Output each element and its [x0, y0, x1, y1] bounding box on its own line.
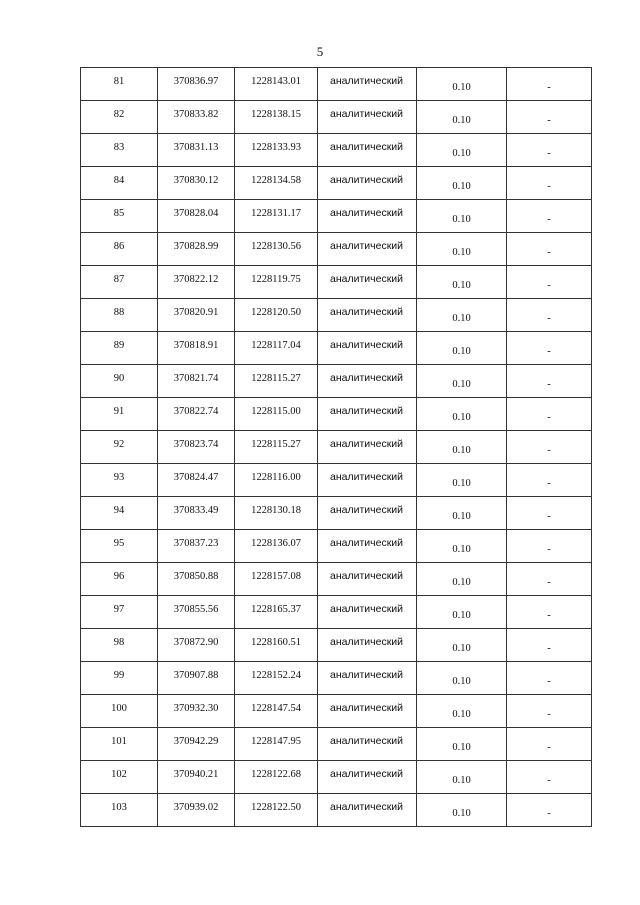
x-coordinate-cell: 370850.88	[158, 563, 235, 596]
table-row	[81, 101, 592, 134]
method-cell: аналитический	[318, 662, 417, 695]
method-cell: аналитический	[318, 233, 417, 266]
method-cell: аналитический	[318, 200, 417, 233]
x-coordinate-cell: 370821.74	[158, 365, 235, 398]
table-row	[81, 596, 592, 629]
x-coordinate-cell: 370939.02	[158, 794, 235, 827]
point-number-cell: 94	[81, 497, 158, 530]
note-cell: -	[507, 68, 592, 101]
table-row	[81, 233, 592, 266]
note-cell: -	[507, 431, 592, 464]
note-cell: -	[507, 398, 592, 431]
method-cell: аналитический	[318, 728, 417, 761]
method-cell: аналитический	[318, 167, 417, 200]
y-coordinate-cell: 1228119.75	[235, 266, 318, 299]
note-cell: -	[507, 134, 592, 167]
x-coordinate-cell: 370836.97	[158, 68, 235, 101]
note-cell: -	[507, 266, 592, 299]
y-coordinate-cell: 1228165.37	[235, 596, 318, 629]
y-coordinate-cell: 1228136.07	[235, 530, 318, 563]
point-number-cell: 100	[81, 695, 158, 728]
accuracy-cell: 0.10	[417, 299, 507, 332]
table-row	[81, 431, 592, 464]
point-number-cell: 92	[81, 431, 158, 464]
y-coordinate-cell: 1228147.54	[235, 695, 318, 728]
y-coordinate-cell: 1228122.50	[235, 794, 318, 827]
method-cell: аналитический	[318, 596, 417, 629]
point-number-cell: 84	[81, 167, 158, 200]
note-cell: -	[507, 200, 592, 233]
table-row	[81, 662, 592, 695]
note-cell: -	[507, 101, 592, 134]
point-number-cell: 102	[81, 761, 158, 794]
x-coordinate-cell: 370828.04	[158, 200, 235, 233]
note-cell: -	[507, 662, 592, 695]
accuracy-cell: 0.10	[417, 761, 507, 794]
table-row	[81, 365, 592, 398]
point-number-cell: 81	[81, 68, 158, 101]
point-number-cell: 91	[81, 398, 158, 431]
x-coordinate-cell: 370855.56	[158, 596, 235, 629]
note-cell: -	[507, 365, 592, 398]
y-coordinate-cell: 1228147.95	[235, 728, 318, 761]
accuracy-cell: 0.10	[417, 332, 507, 365]
x-coordinate-cell: 370837.23	[158, 530, 235, 563]
point-number-cell: 86	[81, 233, 158, 266]
coordinates-table-body	[81, 68, 592, 827]
point-number-cell: 89	[81, 332, 158, 365]
y-coordinate-cell: 1228122.68	[235, 761, 318, 794]
point-number-cell: 90	[81, 365, 158, 398]
note-cell: -	[507, 629, 592, 662]
y-coordinate-cell: 1228120.50	[235, 299, 318, 332]
accuracy-cell: 0.10	[417, 398, 507, 431]
note-cell: -	[507, 563, 592, 596]
method-cell: аналитический	[318, 464, 417, 497]
note-cell: -	[507, 761, 592, 794]
y-coordinate-cell: 1228115.27	[235, 431, 318, 464]
x-coordinate-cell: 370822.74	[158, 398, 235, 431]
y-coordinate-cell: 1228160.51	[235, 629, 318, 662]
note-cell: -	[507, 794, 592, 827]
x-coordinate-cell: 370830.12	[158, 167, 235, 200]
method-cell: аналитический	[318, 332, 417, 365]
note-cell: -	[507, 497, 592, 530]
x-coordinate-cell: 370932.30	[158, 695, 235, 728]
x-coordinate-cell: 370833.82	[158, 101, 235, 134]
method-cell: аналитический	[318, 134, 417, 167]
y-coordinate-cell: 1228131.17	[235, 200, 318, 233]
accuracy-cell: 0.10	[417, 134, 507, 167]
point-number-cell: 96	[81, 563, 158, 596]
note-cell: -	[507, 596, 592, 629]
method-cell: аналитический	[318, 101, 417, 134]
point-number-cell: 82	[81, 101, 158, 134]
point-number-cell: 85	[81, 200, 158, 233]
accuracy-cell: 0.10	[417, 266, 507, 299]
method-cell: аналитический	[318, 563, 417, 596]
note-cell: -	[507, 299, 592, 332]
table-row	[81, 464, 592, 497]
x-coordinate-cell: 370942.29	[158, 728, 235, 761]
note-cell: -	[507, 167, 592, 200]
accuracy-cell: 0.10	[417, 101, 507, 134]
table-row	[81, 200, 592, 233]
table-row	[81, 167, 592, 200]
y-coordinate-cell: 1228115.27	[235, 365, 318, 398]
point-number-cell: 95	[81, 530, 158, 563]
point-number-cell: 87	[81, 266, 158, 299]
accuracy-cell: 0.10	[417, 68, 507, 101]
point-number-cell: 98	[81, 629, 158, 662]
accuracy-cell: 0.10	[417, 695, 507, 728]
method-cell: аналитический	[318, 365, 417, 398]
y-coordinate-cell: 1228138.15	[235, 101, 318, 134]
method-cell: аналитический	[318, 266, 417, 299]
table-row	[81, 497, 592, 530]
method-cell: аналитический	[318, 530, 417, 563]
table-row	[81, 761, 592, 794]
x-coordinate-cell: 370818.91	[158, 332, 235, 365]
method-cell: аналитический	[318, 497, 417, 530]
accuracy-cell: 0.10	[417, 167, 507, 200]
x-coordinate-cell: 370872.90	[158, 629, 235, 662]
x-coordinate-cell: 370822.12	[158, 266, 235, 299]
y-coordinate-cell: 1228152.24	[235, 662, 318, 695]
note-cell: -	[507, 530, 592, 563]
method-cell: аналитический	[318, 431, 417, 464]
method-cell: аналитический	[318, 299, 417, 332]
y-coordinate-cell: 1228130.18	[235, 497, 318, 530]
method-cell: аналитический	[318, 398, 417, 431]
point-number-cell: 97	[81, 596, 158, 629]
accuracy-cell: 0.10	[417, 728, 507, 761]
x-coordinate-cell: 370824.47	[158, 464, 235, 497]
table-row	[81, 332, 592, 365]
table-row	[81, 134, 592, 167]
accuracy-cell: 0.10	[417, 200, 507, 233]
point-number-cell: 103	[81, 794, 158, 827]
table-row	[81, 794, 592, 827]
accuracy-cell: 0.10	[417, 563, 507, 596]
table-row	[81, 299, 592, 332]
y-coordinate-cell: 1228116.00	[235, 464, 318, 497]
accuracy-cell: 0.10	[417, 431, 507, 464]
coordinates-table	[80, 67, 592, 827]
point-number-cell: 101	[81, 728, 158, 761]
method-cell: аналитический	[318, 761, 417, 794]
accuracy-cell: 0.10	[417, 794, 507, 827]
method-cell: аналитический	[318, 68, 417, 101]
y-coordinate-cell: 1228143.01	[235, 68, 318, 101]
page-number: 5	[316, 44, 324, 59]
x-coordinate-cell: 370828.99	[158, 233, 235, 266]
note-cell: -	[507, 728, 592, 761]
y-coordinate-cell: 1228117.04	[235, 332, 318, 365]
note-cell: -	[507, 233, 592, 266]
x-coordinate-cell: 370907.88	[158, 662, 235, 695]
x-coordinate-cell: 370940.21	[158, 761, 235, 794]
note-cell: -	[507, 332, 592, 365]
accuracy-cell: 0.10	[417, 530, 507, 563]
accuracy-cell: 0.10	[417, 365, 507, 398]
note-cell: -	[507, 695, 592, 728]
accuracy-cell: 0.10	[417, 596, 507, 629]
method-cell: аналитический	[318, 629, 417, 662]
accuracy-cell: 0.10	[417, 464, 507, 497]
accuracy-cell: 0.10	[417, 662, 507, 695]
accuracy-cell: 0.10	[417, 233, 507, 266]
y-coordinate-cell: 1228133.93	[235, 134, 318, 167]
y-coordinate-cell: 1228134.58	[235, 167, 318, 200]
x-coordinate-cell: 370823.74	[158, 431, 235, 464]
x-coordinate-cell: 370831.13	[158, 134, 235, 167]
table-row	[81, 530, 592, 563]
point-number-cell: 88	[81, 299, 158, 332]
table-row	[81, 695, 592, 728]
table-row	[81, 728, 592, 761]
point-number-cell: 99	[81, 662, 158, 695]
point-number-cell: 93	[81, 464, 158, 497]
x-coordinate-cell: 370833.49	[158, 497, 235, 530]
method-cell: аналитический	[318, 695, 417, 728]
y-coordinate-cell: 1228157.08	[235, 563, 318, 596]
y-coordinate-cell: 1228130.56	[235, 233, 318, 266]
table-row	[81, 563, 592, 596]
table-row	[81, 398, 592, 431]
table-row	[81, 629, 592, 662]
accuracy-cell: 0.10	[417, 629, 507, 662]
table-row	[81, 266, 592, 299]
point-number-cell: 83	[81, 134, 158, 167]
table-row	[81, 68, 592, 101]
x-coordinate-cell: 370820.91	[158, 299, 235, 332]
y-coordinate-cell: 1228115.00	[235, 398, 318, 431]
note-cell: -	[507, 464, 592, 497]
accuracy-cell: 0.10	[417, 497, 507, 530]
method-cell: аналитический	[318, 794, 417, 827]
